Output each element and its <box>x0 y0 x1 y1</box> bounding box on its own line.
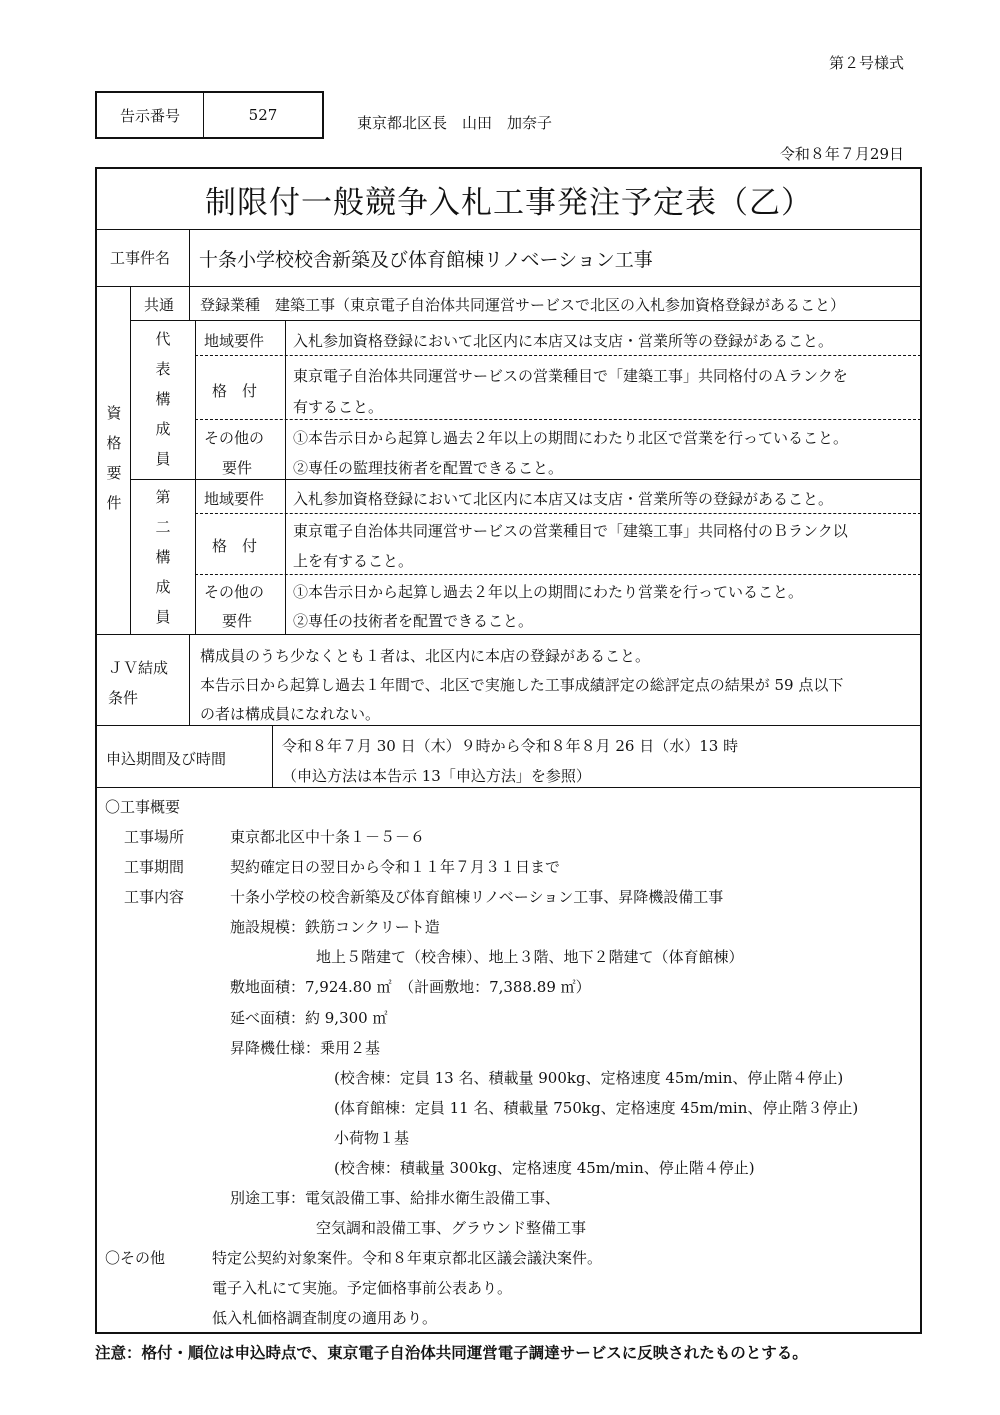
application-line-2: （申込方法は本告示 13「申込方法」を参照） <box>282 767 591 785</box>
divider <box>96 725 921 726</box>
elevator-4: (校舎棟：積載量 300kg、定格速度 45m/min、停止階４停止) <box>334 1159 755 1177</box>
notice-date: 令和８年７月29日 <box>779 145 904 163</box>
divider <box>96 229 921 230</box>
other-line-3: 低入札価格調査制度の適用あり。 <box>212 1309 438 1327</box>
divider <box>195 320 196 634</box>
divider <box>285 320 286 634</box>
rep-other-label-1: その他の <box>204 429 265 447</box>
divider <box>195 574 921 575</box>
scale: 施設規模：鉄筋コンクリート造 <box>230 918 440 936</box>
qualification-label: 資 格 要 件 <box>106 404 122 512</box>
elevator-2: (体育館棟：定員 11 名、積載量 750kg、定格速度 45m/min、停止階３停止) <box>334 1099 859 1117</box>
form-number: 第２号様式 <box>828 54 904 72</box>
second-other-text-1: ①本告示日から起算し過去２年以上の期間にわたり営業を行っていること。 <box>293 583 804 601</box>
application-line-1: 令和８年７月 30 日（木）９時から令和８年８月 26 日（水）13 時 <box>282 737 739 755</box>
jv-line-1: 構成員のうち少なくとも１者は、北区内に本店の登録があること。 <box>200 647 651 665</box>
other-line-1: 特定公契約対象案件。令和８年東京都北区議会議決案件。 <box>212 1249 603 1267</box>
content-label: 工事内容 <box>124 888 185 906</box>
common-label: 共通 <box>144 296 175 314</box>
second-rank-text-2: 上を有すること。 <box>293 552 414 570</box>
note: 注意：格付・順位は申込時点で、東京電子自治体共同運営電子調達サービスに反映されたものとする。 <box>95 1343 808 1362</box>
rep-rank-text-2: 有すること。 <box>293 398 384 416</box>
second-rank-text-1: 東京電子自治体共同運営サービスの営業種目で「建築工事」共同格付のＢランク以 <box>293 522 848 540</box>
common-text: 登録業種 建築工事（東京電子自治体共同運営サービスで北区の入札参加資格登録があること） <box>200 296 846 314</box>
elevator-3: 小荷物１基 <box>334 1129 410 1147</box>
jv-label-1: ＪＶ結成 <box>108 659 169 677</box>
divider <box>195 355 921 356</box>
divider <box>272 725 273 787</box>
second-rank-label: 格 付 <box>212 537 258 555</box>
location-label: 工事場所 <box>124 828 185 846</box>
other-line-2: 電子入札にて実施。予定価格事前公表あり。 <box>212 1279 513 1297</box>
divider <box>96 787 921 788</box>
divider <box>130 320 921 321</box>
divider <box>195 513 921 514</box>
second-other-label-2: 要件 <box>222 612 253 630</box>
divider <box>96 634 921 635</box>
elevator: 昇降機仕様：乗用２基 <box>230 1039 381 1057</box>
second-other-text-2: ②専任の技術者を配置できること。 <box>293 612 534 630</box>
second-region-label: 地域要件 <box>204 490 265 508</box>
elevator-1: (校舎棟：定員 13 名、積載量 900kg、定格速度 45m/min、停止階４停止) <box>334 1069 844 1087</box>
rep-other-text-2: ②専任の監理技術者を配置できること。 <box>293 459 564 477</box>
rep-rank-label: 格 付 <box>212 382 258 400</box>
content: 十条小学校の校舎新築及び体育館棟リノベーション工事、昇降機設備工事 <box>230 888 724 906</box>
representative-label: 代 表 構 成 員 <box>155 330 171 468</box>
period: 契約確定日の翌日から令和１１年７月３１日まで <box>230 858 561 876</box>
page-title: 制限付一般競争入札工事発注予定表（乙） <box>205 184 813 221</box>
divider <box>96 286 921 287</box>
notice-number-box <box>95 91 324 139</box>
separate-work-2: 空気調和設備工事、グラウンド整備工事 <box>316 1219 587 1237</box>
other-heading: 〇その他 <box>105 1249 166 1267</box>
jv-label-2: 条件 <box>108 689 139 707</box>
separate-work: 別途工事：電気設備工事、給排水衛生設備工事、 <box>230 1189 561 1207</box>
notice-number: 527 <box>248 106 278 124</box>
overview-heading: 〇工事概要 <box>105 798 181 816</box>
scale-2: 地上５階建て（校舎棟）、地上３階、地下２階建て（体育館棟） <box>316 948 744 966</box>
period-label: 工事期間 <box>124 858 185 876</box>
divider <box>189 634 190 725</box>
rep-region-label: 地域要件 <box>204 332 265 350</box>
notice-label: 告示番号 <box>97 93 204 137</box>
project-name: 十条小学校校舎新築及び体育館棟リノベーション工事 <box>199 249 653 271</box>
jv-line-2: 本告示日から起算し過去１年間で、北区で実施した工事成績評定の総評定点の結果が 59 点以下 <box>200 676 844 694</box>
issuer: 東京都北区長 山田 加奈子 <box>357 114 553 132</box>
rep-other-text-1: ①本告示日から起算し過去２年以上の期間にわたり北区で営業を行っていること。 <box>293 429 849 447</box>
divider <box>189 286 190 320</box>
rep-region-text: 入札参加資格登録において北区内に本店又は支店・営業所等の登録があること。 <box>293 332 834 350</box>
rep-other-label-2: 要件 <box>222 459 253 477</box>
divider <box>130 479 921 480</box>
floor-area: 延べ面積：約 9,300 ㎡ <box>230 1009 388 1027</box>
second-member-label: 第 二 構 成 員 <box>155 488 171 626</box>
site-area: 敷地面積：7,924.80 ㎡ （計画敷地：7,388.89 ㎡） <box>230 978 591 996</box>
second-other-label-1: その他の <box>204 583 265 601</box>
location: 東京都北区中十条１－５－６ <box>230 828 426 846</box>
rep-rank-text-1: 東京電子自治体共同運営サービスの営業種目で「建築工事」共同格付のＡランクを <box>293 367 848 385</box>
divider <box>195 419 921 420</box>
project-label: 工事件名 <box>110 249 171 267</box>
application-label: 申込期間及び時間 <box>106 750 227 768</box>
divider <box>189 229 190 286</box>
jv-line-3: の者は構成員になれない。 <box>200 705 381 723</box>
second-region-text: 入札参加資格登録において北区内に本店又は支店・営業所等の登録があること。 <box>293 490 834 508</box>
